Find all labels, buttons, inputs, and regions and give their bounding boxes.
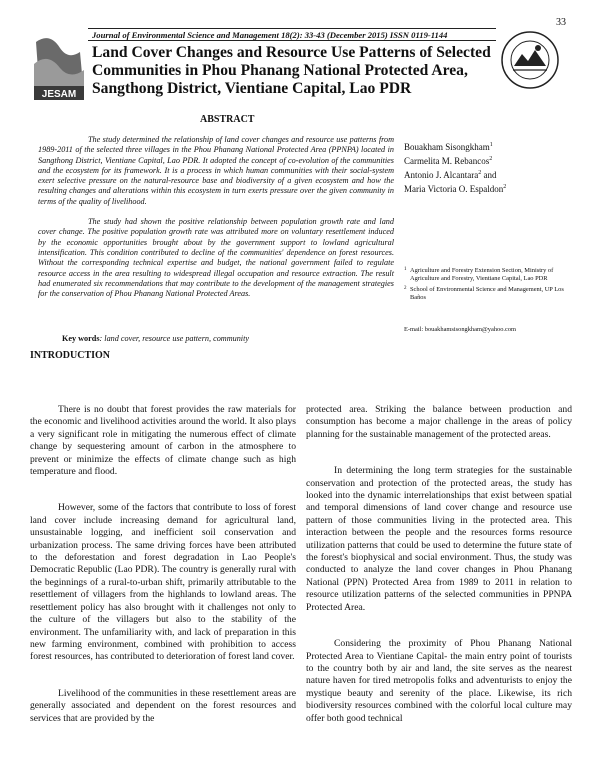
abstract-paragraph-1: The study determined the relationship of land cover changes and resource use patterns from 1989-2011 of the selected three villages in the Phou Phanang National Protected Area (PPNPA) located in Sangthong District, Vientiane Capital, Lao PDR. It adopted the concept of co-evolution of the communities and the ecosystem for its framework. It is a process in which human communities with their social-system exert selective pressure on the natural-resource base and biodiversity of a given ecosystem and how the resulting changes and alterations within this ecosystem in turn exerts pressure over the given community in terms of the quality of livelihood. bbox=[38, 135, 394, 206]
body-paragraph: Livelihood of the communities in these resettlement areas are generally associated and dependent on the forest resources and services that are provided by the bbox=[30, 687, 296, 724]
author-list bbox=[404, 139, 574, 195]
svg-text:JESAM: JESAM bbox=[41, 89, 77, 100]
body-column-right bbox=[306, 404, 572, 749]
author-name: Bouakham Sisongkham$^1$ bbox=[404, 142, 493, 152]
body-paragraph: However, some of the factors that contribute to loss of forest land cover include increasing demand for agricultural land, unsustainable logging, and inefficient soil conservation and urbanization process. The same driving forces have been attributed to the deforestation and forest degradation in Lao People's Democratic Republic (Lao PDR). The country is generally rural with the beginnings of a rural-to-urban shift, primarily attributable to the resettlement of villagers from the highlands to lowland areas. The resettlement policy has also brought with it challenges not only to the culture of the villagers but also to the stability of the environment. The unfamiliarity with, and lack of preparation in this new farming environment, combined with prohibition to access forest resources, has contributed to deterioration of forest land cover. bbox=[30, 502, 296, 663]
keywords-values: : land cover, resource use pattern, community bbox=[99, 334, 249, 343]
author-name: Antonio J. Alcantara$^2$ and bbox=[404, 170, 497, 180]
body-paragraph: In determining the long term strategies for the sustainable conservation and protection of the protected areas, the study has looked into the dynamic interrelationships that exist between spatial and temporal dimensions of land cover change and resource use pattern of those communities living in the protected area. This interaction between the people and the resources forms resource utilization patterns that could be used to determine the future state of the forest's biophysical and social environment. Thus, the study was conducted to analyze the land cover changes in Phou Phanang National (PPN) Protected Area from 1989 to 2011 in relation to resource utilization patterns of the selected communities in PPNPA Protected Area. bbox=[306, 465, 572, 613]
journal-citation: Journal of Environmental Science and Management 18(2): 33-43 (December 2015) ISSN 0119-1144 bbox=[92, 30, 448, 40]
affiliation: 1 Agriculture and Forestry Extension Section, Ministry of Agriculture and Forestry, Vientiane Capital, Lao PDR bbox=[404, 267, 554, 283]
abstract-heading: ABSTRACT bbox=[200, 114, 255, 125]
keywords bbox=[62, 334, 249, 343]
author-name: Maria Victoria O. Espaldon$^2$ bbox=[404, 184, 507, 194]
keywords-label: Key words bbox=[62, 334, 100, 343]
affiliation: 2 School of Environmental Science and Management, UP Los Baños bbox=[404, 285, 564, 302]
university-seal bbox=[500, 30, 560, 90]
header-rule-bottom bbox=[88, 40, 496, 41]
contact-email[interactable]: E-mail: bouakhamsisongkham@yahoo.com bbox=[404, 326, 517, 333]
journal-logo bbox=[30, 34, 88, 104]
abstract-body bbox=[38, 135, 394, 309]
section-heading-introduction: INTRODUCTION bbox=[30, 350, 111, 361]
author-name: Carmelita M. Rebancos$^2$ bbox=[404, 156, 493, 166]
affiliations bbox=[404, 267, 570, 305]
body-paragraph: There is no doubt that forest provides the raw materials for the economic and livelihood activities around the world. It also plays a very significant role in mitigating the numerous effect of climate change by sequestering amount of carbon in the atmosphere to prevent or minimize the effects of climate change such as high temperature and flood. bbox=[30, 404, 296, 478]
abstract-paragraph-2: The study had shown the positive relationship between population growth rate and land cover change. The positive population growth rate was attributed more on voluntary resettlement induced by the economic opportunities brought about by the government support to lowland agricultural intensification. This condition contributed to decline of the communities' dependence on forest resources. Without the corresponding technical expertise and budget, the national government failed to regulate resource access in the area resulting to widespread illegal occupation and resource extraction. The result had enumerated six recommendations that may contribute to the development of the management strategies for the conservation of Phou Phanang National Protected Areas. bbox=[38, 217, 394, 299]
article-title: Land Cover Changes and Resource Use Patterns of Selected Communities in Phou Phanang National Protected Area, Sangthong District, Vientiane Capital, Lao PDR bbox=[92, 44, 491, 97]
body-paragraph: Considering the proximity of Phou Phanang National Protected Area to Vientiane Capital- the main entry point of tourists to the country both by air and land, the site serves as the nearest nature haven for tired metropolis folks and adventurists to enjoy the mystique beauty and serenity of the place. Likewise, its rich biodiversity resources combined with the colorful local culture may offer both good technical bbox=[306, 638, 572, 724]
body-paragraph: protected area. Striking the balance between production and consumption has become a major challenge in the areas of policy planning for the sustainable management of the protected areas. bbox=[306, 404, 572, 440]
header-rule-top bbox=[88, 28, 496, 29]
body-column-left bbox=[30, 404, 296, 749]
page-number: 33 bbox=[556, 17, 566, 28]
